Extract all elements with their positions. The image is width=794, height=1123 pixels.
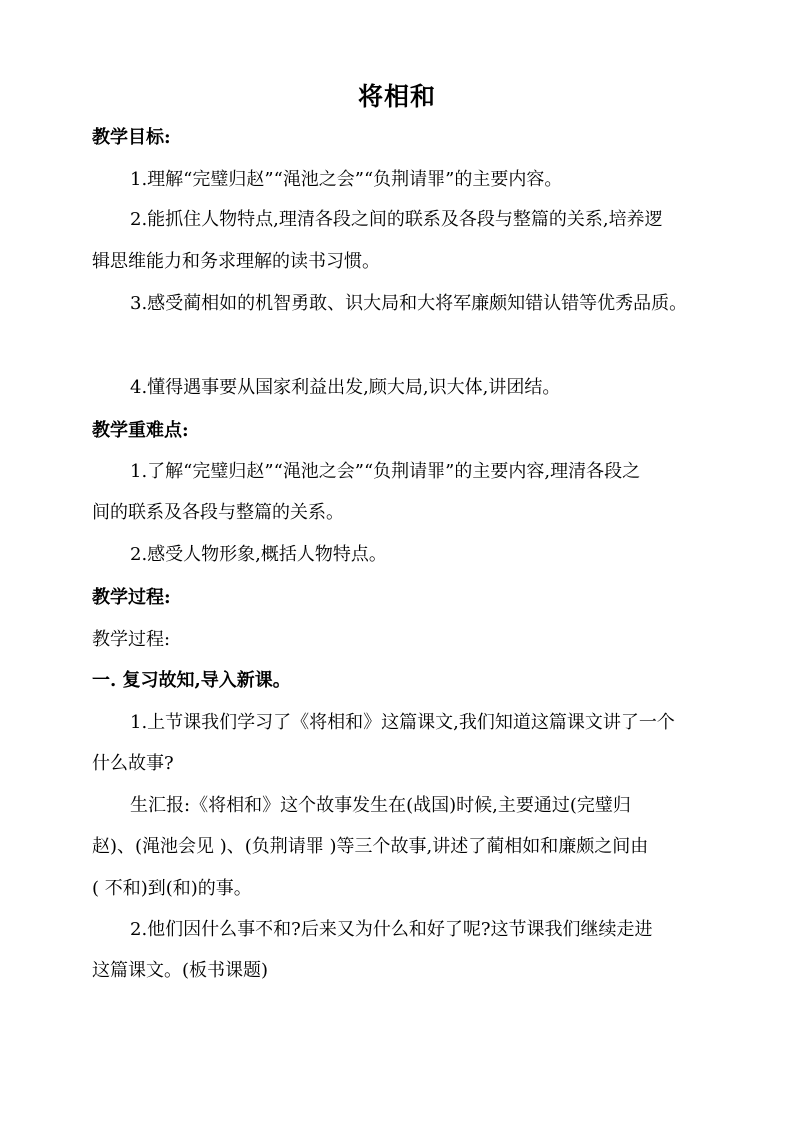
goals-heading: 教学目标: — [92, 127, 171, 148]
page-title: 将相和 — [357, 82, 436, 111]
process-heading: 教学过程: — [92, 587, 171, 608]
answer-line-2: 赵)、(渑池会见 )、(负荆请罪 )等三个故事,讲述了蔺相如和廉颇之间由 — [92, 836, 649, 857]
key-point-item-1-line-1: 1.了解“完璧归赵”“渑池之会”“负荆请罪”的主要内容,理清各段之 — [130, 461, 641, 482]
question-1-line-2: 什么故事? — [92, 753, 174, 774]
goal-item-1: 1.理解“完璧归赵”“渑池之会”“负荆请罪”的主要内容。 — [130, 169, 563, 190]
goal-item-2-line-1: 2.能抓住人物特点,理清各段之间的联系及各段与整篇的关系,培养逻 — [130, 209, 663, 230]
process-subheading: 教学过程: — [92, 629, 171, 650]
key-point-item-1-line-2: 间的联系及各段与整篇的关系。 — [92, 502, 344, 523]
key-point-item-2: 2.感受人物形象,概括人物特点。 — [130, 544, 387, 565]
goal-item-4: 4.懂得遇事要从国家利益出发,顾大局,识大体,讲团结。 — [130, 377, 561, 398]
answer-line-1: 生汇报:《将相和》这个故事发生在(战国)时候,主要通过(完璧归 — [130, 795, 631, 816]
answer-line-3: ( 不和)到(和)的事。 — [92, 878, 252, 899]
key-points-heading: 教学重难点: — [92, 420, 189, 441]
section-1-title: 一. 复习故知,导入新课。 — [92, 670, 291, 691]
question-1-line-1: 1.上节课我们学习了《将相和》这篇课文,我们知道这篇课文讲了一个 — [130, 712, 675, 733]
question-2-line-2: 这篇课文。(板书课题) — [92, 960, 269, 981]
question-2-line-1: 2.他们因什么事不和?后来又为什么和好了呢?这节课我们继续走进 — [130, 919, 653, 940]
goal-item-2-line-2: 辑思维能力和务求理解的读书习惯。 — [92, 251, 380, 272]
goal-item-3: 3.感受蔺相如的机智勇敢、识大局和大将军廉颇知错认错等优秀品质。 — [130, 293, 688, 314]
